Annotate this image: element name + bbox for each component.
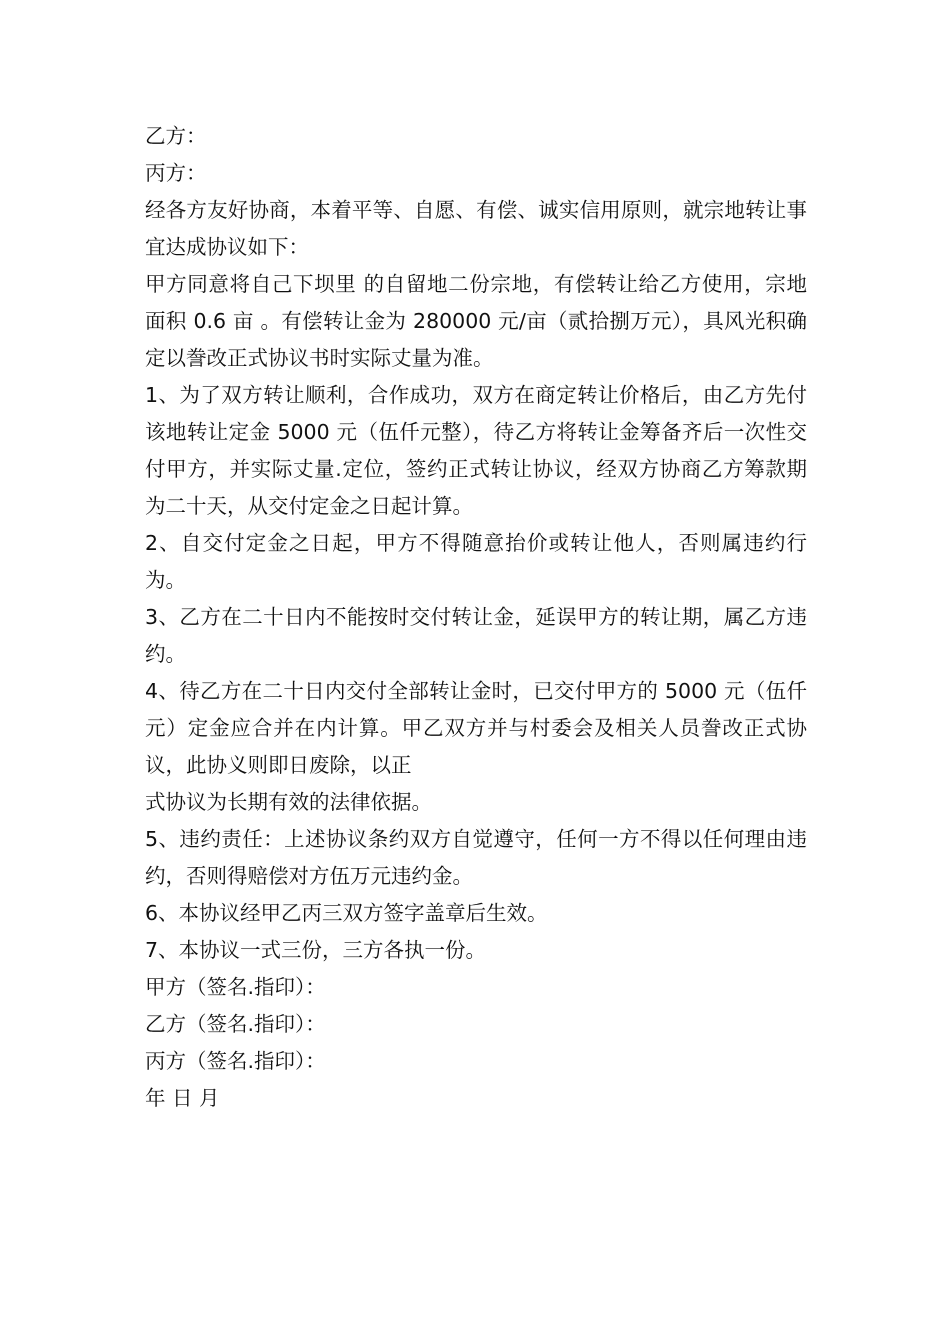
clause-7: 7、本协议一式三份，三方各执一份。 — [145, 938, 487, 962]
clause-3: 3、乙方在二十日内不能按时交付转让金，延误甲方的转让期，属乙方违约。 — [145, 605, 807, 666]
party-a-signature-line: 甲方（签名.指印）： — [145, 975, 326, 999]
clause-4-continued: 式协议为长期有效的法律依据。 — [145, 790, 432, 814]
preamble-paragraph: 经各方友好协商，本着平等、自愿、有偿、诚实信用原则，就宗地转让事宜达成协议如下： — [145, 198, 807, 259]
document-body — [145, 118, 807, 1117]
clause-2: 2、自交付定金之日起，甲方不得随意抬价或转让他人，否则属违约行为。 — [145, 531, 807, 592]
clause-5: 5、违约责任：上述协议条约双方自觉遵守，任何一方不得以任何理由违约，否则得赔偿对方伍万元违约金。 — [145, 827, 807, 888]
clause-1: 1、为了双方转让顺利，合作成功，双方在商定转让价格后，由乙方先付该地转让定金 5000 元（伍仟元整），待乙方将转让金筹备齐后一次性交付甲方，并实际丈量.定位，签约正式转让协议，经双方协商乙方筹款期为二十天，从交付定金之日起计算。 — [145, 383, 807, 518]
party-c-label: 丙方： — [145, 161, 207, 185]
date-line: 年 日 月 — [145, 1086, 220, 1110]
transfer-terms-paragraph: 甲方同意将自己下坝里 的自留地二份宗地，有偿转让给乙方使用，宗地面积 0.6 亩 。有偿转让金为 280000 元/亩（贰拾捌万元），具风光积确定以誊改正式协议书时实际丈量为准。 — [145, 272, 807, 370]
clause-6: 6、本协议经甲乙丙三双方签字盖章后生效。 — [145, 901, 548, 925]
clause-4: 4、待乙方在二十日内交付全部转让金时，已交付甲方的 5000 元（伍仟元）定金应合并在内计算。甲乙双方并与村委会及相关人员誊改正式协议，此协义则即日废除，以正 — [145, 679, 807, 777]
party-c-signature-line: 丙方（签名.指印）： — [145, 1049, 326, 1073]
party-b-signature-line: 乙方（签名.指印）： — [145, 1012, 326, 1036]
party-b-label: 乙方： — [145, 124, 207, 148]
